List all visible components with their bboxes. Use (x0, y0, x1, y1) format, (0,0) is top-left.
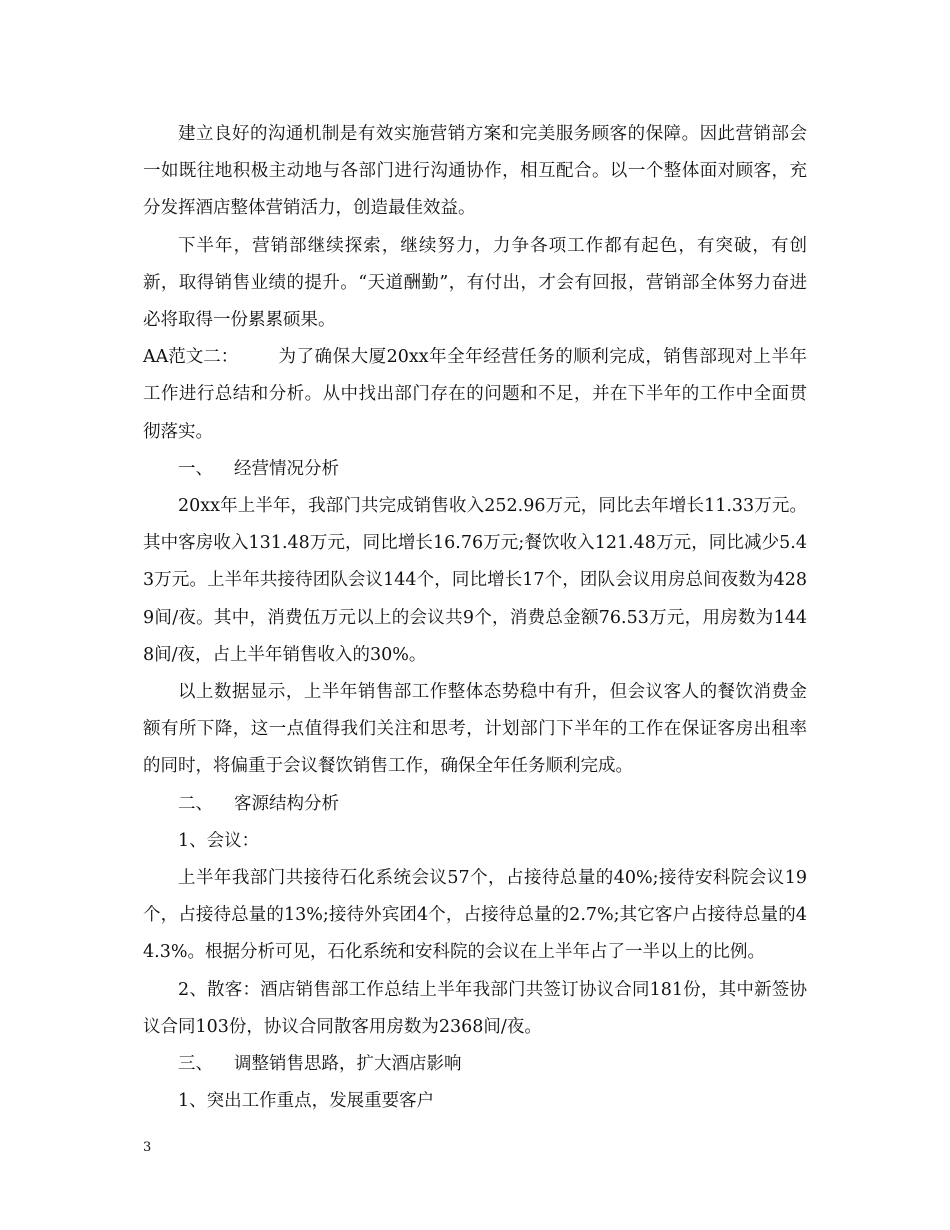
section-heading-2 (143, 786, 807, 823)
section-number: 一、 (178, 458, 213, 479)
page-number: 3 (143, 1140, 152, 1155)
example-two-paragraph (143, 339, 807, 451)
example-tag: AA范文二： (143, 347, 239, 368)
example-text: 为了确保大厦20xx年全年经营任务的顺利完成，销售部现对上半年工作进行总结和分析。从中找出部门存在的问题和不足，并在下半年的工作中全面贯彻落实。 (143, 347, 807, 442)
paragraph-individual-guests: 2、散客：酒店销售部工作总结上半年我部门共签订协议合同181份，其中新签协议合同103份，协议合同散客用房数为2368间/夜。 (143, 979, 807, 1037)
paragraph-second-half: 下半年，营销部继续探索，继续努力，力争各项工作都有起色，有突破，有创新，取得销售业绩的提升。“天道酬勤”，有付出，才会有回报，营销部全体努力奋进必将取得一份累累硕果。 (143, 235, 807, 331)
document-body (143, 116, 807, 1120)
section-heading-3 (143, 1046, 807, 1083)
section-heading-1 (143, 451, 807, 488)
paragraph-meetings: 上半年我部门共接待石化系统会议57个，占接待总量的40%;接待安科院会议19个，占接待总量的13%;接待外宾团4个，占接待总量的2.7%;其它客户占接待总量的44.3%。根据分析可见，石化系统和安科院的会议在上半年占了一半以上的比例。 (143, 868, 807, 963)
section-number: 二、 (178, 793, 213, 814)
section-title: 调整销售思路，扩大酒店影响 (234, 1054, 462, 1075)
paragraph-communication: 建立良好的沟通机制是有效实施营销方案和完美服务顾客的保障。因此营销部会一如既往地积极主动地与各部门进行沟通协作，相互配合。以一个整体面对顾客，充分发挥酒店整体营销活力，创造最佳效益。 (143, 124, 807, 219)
section-title: 客源结构分析 (234, 793, 339, 814)
subheading-meetings: 1、会议： (178, 830, 260, 851)
paragraph-revenue: 20xx年上半年，我部门共完成销售收入252.96万元，同比去年增长11.33万元。其中客房收入131.48万元，同比增长16.76万元;餐饮收入121.48万元，同比减少5.43万元。上半年共接待团队会议144个，同比增长17个，团队会议用房总间夜数为4289间/夜。其中，消费伍万元以上的会议共9个，消费总金额76.53万元，用房数为1448间/夜，占上半年销售收入的30%。 (143, 496, 807, 665)
paragraph-data-analysis: 以上数据显示，上半年销售部工作整体态势稳中有升，但会议客人的餐饮消费金额有所下降，这一点值得我们关注和思考，计划部门下半年的工作在保证客房出租率的同时，将偏重于会议餐饮销售工作，确保全年任务顺利完成。 (143, 682, 807, 777)
subheading-key-clients: 1、突出工作重点，发展重要客户 (178, 1091, 435, 1112)
section-number: 三、 (178, 1054, 213, 1075)
section-title: 经营情况分析 (234, 458, 339, 479)
